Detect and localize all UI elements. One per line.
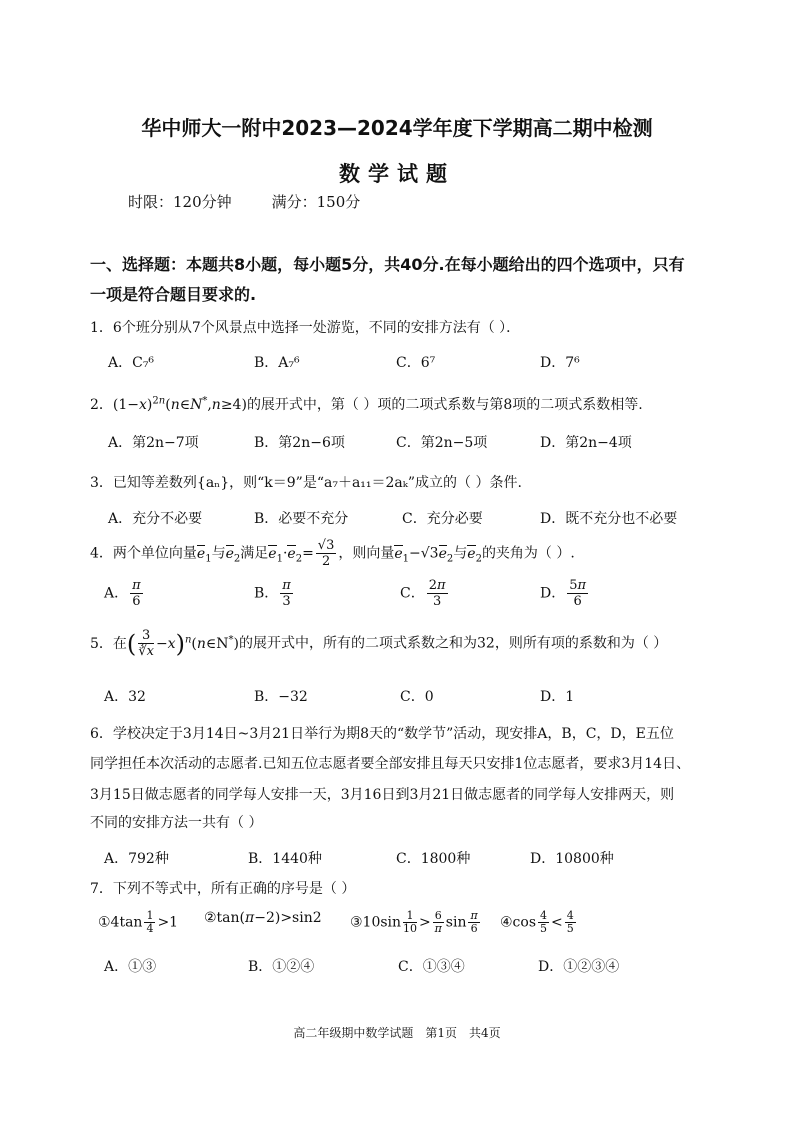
q4-option-b: B． $\frac{\pi}{3}$ <box>254 578 291 609</box>
question-7: 7．下列不等式中，所有正确的序号是（ ） <box>90 881 356 897</box>
time-limit: 时限：120分钟 <box>128 193 232 211</box>
q3-option-d: D．既不充分也不必要 <box>540 511 678 527</box>
q4-option-a: A． $\frac{\pi}{6}$ <box>104 578 141 609</box>
q4-option-c: C． $\frac{2\pi}{3}$ <box>400 578 446 609</box>
q7-option-b: B．①②④ <box>248 959 315 975</box>
q1-option-c: C．6⁷ <box>396 355 436 371</box>
q3-option-c: C．充分必要 <box>402 511 483 527</box>
question-6-line-3: 3月15日做志愿者的同学每人安排一天，3月16日到3月21日做志愿者的同学每人安排两天，则 <box>90 787 675 803</box>
exam-meta <box>128 191 360 212</box>
q4-fraction: $\frac{√3}{2}$ <box>317 538 335 569</box>
q7-statement-2: ②tan(π−2)>sin2 <box>204 910 322 926</box>
q1-option-b: B．A₇⁶ <box>254 355 300 371</box>
page-footer: 高二年级期中数学试题 第1页 共4页 <box>293 1026 501 1040</box>
q2-option-b: B．第2n−6项 <box>254 435 345 451</box>
q2-option-a: A．第2n−7项 <box>108 435 199 451</box>
question-2 <box>90 394 643 414</box>
question-6-line-1: 6．学校决定于3月14日~3月21日举行为期8天的“数学节”活动，现安排A，B，C，D，E五位 <box>90 726 674 742</box>
question-3: 3．已知等差数列{aₙ}，则“k＝9”是“a₇＋a₁₁＝2aₖ”成立的（ ）条件. <box>90 475 522 491</box>
q3-option-b: B．必要不充分 <box>254 511 349 527</box>
q7-statement-3: ③10sin $\frac{1}{10}$ > $\frac{6}{\pi}$ sin $\frac{\pi}{6}$ <box>350 909 478 935</box>
section-heading-line1: 一、选择题：本题共8小题，每小题5分，共40分.在每小题给出的四个选项中，只有 <box>90 255 685 274</box>
q6-option-b: B．1440种 <box>248 851 322 867</box>
q2-option-d: D．第2n−4项 <box>540 435 632 451</box>
question-4: 4．两个单位向量$e_1$与$e_2$满足$e_1\cdot e_2=$ $\frac{√3}{2}$ ，则向量$e_1-√3e_2$与$e_2$的夹角为（ ）. <box>90 538 575 569</box>
q6-option-a: A．792种 <box>104 851 169 867</box>
q7-option-d: D．①②③④ <box>538 959 620 975</box>
q4-option-d: D． $\frac{5\pi}{6}$ <box>540 578 587 609</box>
q7-statement-1: ①4tan $\frac{1}{4}$ >1 <box>98 909 179 935</box>
q2-option-c: C．第2n−5项 <box>396 435 488 451</box>
q7-statement-4: ④cos $\frac{4}{5}$ < $\frac{4}{5}$ <box>500 909 574 935</box>
q2-stem-tail: 的展开式中，第（ ）项的二项式系数与第8项的二项式系数相等. <box>246 397 643 413</box>
q3-option-a: A．充分不必要 <box>108 511 203 527</box>
q2-expression: 2．$(1-x)^{2n}(n\in N^*,n\ge 4)$ <box>90 395 247 413</box>
question-1: 1．6个班分别从7个风景点中选择一处游览，不同的安排方法有（ ）． <box>90 320 521 336</box>
section-heading-line2: 一项是符合题目要求的. <box>90 285 257 304</box>
q5-option-a: A．32 <box>104 689 146 705</box>
exam-subtitle: 数学试题 <box>339 162 455 186</box>
q5-stem-tail: 的展开式中，所有的二项式系数之和为32，则所有项的系数和为（ ） <box>239 635 668 652</box>
q6-option-d: D．10800种 <box>530 851 614 867</box>
q5-option-c: C．0 <box>400 689 434 705</box>
exam-title: 华中师大一附中2023—2024学年度下学期高二期中检测 <box>141 116 653 140</box>
q5-option-d: D．1 <box>540 689 575 705</box>
q1-option-d: D．7⁶ <box>540 355 580 371</box>
q5-option-b: B．−32 <box>254 689 308 705</box>
q7-option-c: C．①③④ <box>398 959 465 975</box>
question-6-line-2: 同学担任本次活动的志愿者.已知五位志愿者要全部安排且每天只安排1位志愿者，要求3月14日、 <box>90 756 691 772</box>
q5-expression: 5．在( $\frac{3}{∛x}$ −x)$^n$(n∈N*) <box>90 628 239 659</box>
q1-option-a: A．C₇⁶ <box>108 355 155 371</box>
q6-option-c: C．1800种 <box>396 851 471 867</box>
full-score: 满分：150分 <box>271 193 361 211</box>
question-6-line-4: 不同的安排方法一共有（ ） <box>90 815 263 831</box>
question-5 <box>90 628 667 659</box>
q7-option-a: A．①③ <box>104 959 157 975</box>
